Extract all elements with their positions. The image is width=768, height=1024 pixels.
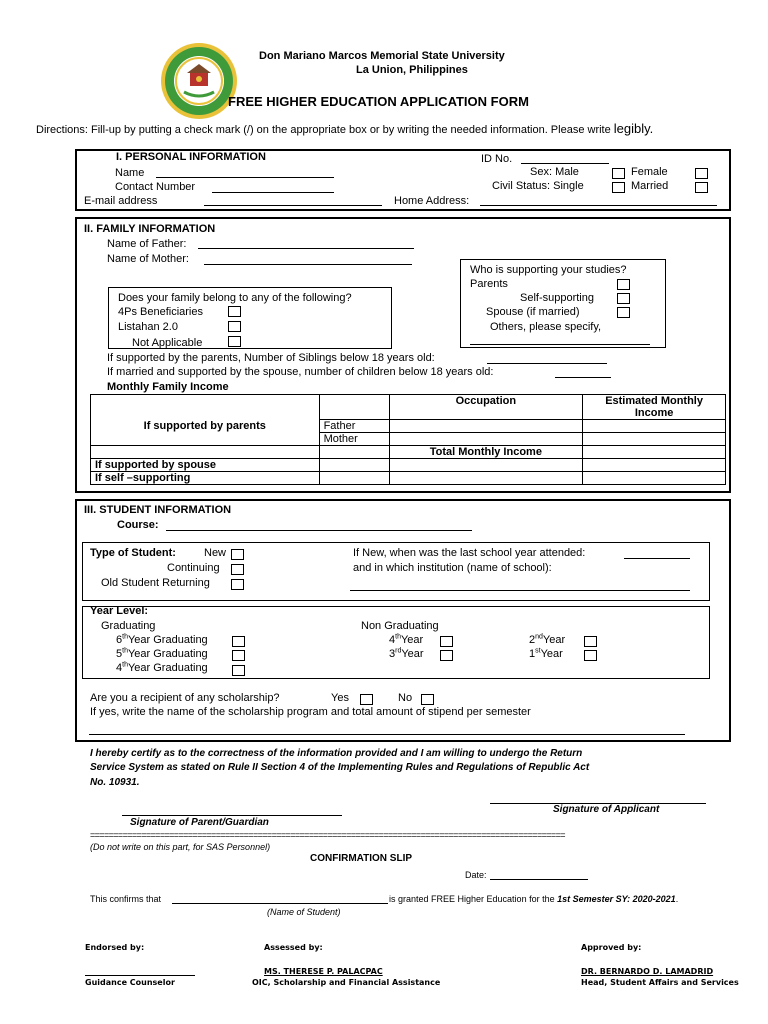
email-field[interactable]: [204, 205, 382, 206]
type-label: Type of Student:: [90, 547, 176, 559]
occupation-header: Occupation: [389, 395, 583, 420]
self-occupation[interactable]: [389, 472, 583, 485]
separator-line: ======================================================================================================: [90, 830, 565, 840]
continuing-checkbox[interactable]: [231, 564, 244, 575]
name-field[interactable]: [156, 177, 334, 178]
approved-label: Approved by:: [581, 943, 642, 952]
n3-sup: rd: [395, 647, 402, 655]
home-address-field[interactable]: [480, 205, 717, 206]
self-supporting-label: If self –supporting: [91, 472, 320, 485]
yes-checkbox[interactable]: [360, 694, 373, 705]
support-self-label: Self-supporting: [520, 292, 594, 304]
university-name: Don Mariano Marcos Memorial State University: [259, 50, 505, 62]
scholarship-detail-label: If yes, write the name of the scholarship program and total amount of stipend per semester: [90, 706, 531, 718]
new-label: New: [204, 547, 227, 559]
n2-label: [529, 634, 565, 646]
n2-checkbox[interactable]: [584, 636, 597, 647]
g5-text: Year Graduating: [127, 648, 208, 660]
self-income[interactable]: [583, 472, 726, 485]
old-student-checkbox[interactable]: [231, 579, 244, 590]
belong-4ps-label: 4Ps Beneficiaries: [118, 306, 203, 318]
id-field[interactable]: [521, 163, 609, 164]
g4-num: 4: [116, 662, 123, 674]
self-blank: [319, 472, 389, 485]
g5-num: 5: [116, 648, 123, 660]
g6-text: Year Graduating: [127, 634, 208, 646]
scholarship-question: Are you a recipient of any scholarship?: [90, 692, 280, 704]
total-income-value[interactable]: [583, 446, 726, 459]
g6-checkbox[interactable]: [232, 636, 245, 647]
student-heading: III. STUDENT INFORMATION: [84, 504, 232, 516]
female-label: Female: [631, 166, 668, 178]
female-checkbox[interactable]: [695, 168, 708, 179]
no-label: No: [398, 692, 413, 704]
income-blank2: [319, 395, 389, 420]
institution-field[interactable]: [350, 590, 690, 591]
course-label: Course:: [117, 519, 159, 531]
g4-checkbox[interactable]: [232, 665, 245, 676]
mother-occupation[interactable]: [389, 433, 583, 446]
date-field[interactable]: [490, 879, 588, 880]
sex-label: Sex: Male: [530, 166, 579, 178]
graduating-label: Graduating: [101, 620, 156, 632]
endorsed-signature-line[interactable]: [85, 975, 195, 976]
continuing-label: Continuing: [167, 562, 220, 574]
g5-sup: th: [122, 647, 128, 655]
old-student-label: Old Student Returning: [101, 577, 210, 589]
n1-sup: st: [535, 647, 541, 655]
by-spouse-label: If supported by spouse: [91, 459, 320, 472]
belong-na-label: Not Applicable: [132, 337, 203, 349]
support-others-label: Others, please specify,: [490, 321, 602, 333]
n4-sup: th: [395, 633, 401, 641]
university-seal: [160, 42, 238, 120]
assessed-title: OIC, Scholarship and Financial Assistance: [252, 978, 441, 987]
estimated-header-1: Estimated Monthly: [605, 395, 703, 407]
mother-row-label: Mother: [319, 433, 389, 446]
n1-text: Year: [540, 648, 563, 660]
n4-num: 4: [389, 634, 396, 646]
confirmation-title: CONFIRMATION SLIP: [310, 853, 413, 864]
support-question: Who is supporting your studies?: [470, 264, 627, 276]
support-spouse-checkbox[interactable]: [617, 307, 630, 318]
institution-label: and in which institution (name of school):: [353, 562, 552, 574]
endorsed-label: Endorsed by:: [85, 943, 145, 952]
spouse-blank: [319, 459, 389, 472]
n1-checkbox[interactable]: [584, 650, 597, 661]
male-checkbox[interactable]: [612, 168, 625, 179]
children-label: If married and supported by the spouse, number of children below 18 years old:: [107, 366, 494, 378]
n2-sup: nd: [535, 633, 543, 641]
date-label: Date:: [465, 870, 487, 880]
assessed-label: Assessed by:: [264, 943, 323, 952]
university-location: La Union, Philippines: [356, 64, 468, 76]
directions-legibly: legibly.: [613, 121, 654, 136]
belong-listahan-label: Listahan 2.0: [118, 321, 178, 333]
n4-label: [389, 634, 423, 646]
id-label: ID No.: [481, 153, 513, 165]
certification-line-3: No. 10931.: [90, 777, 140, 788]
contact-field[interactable]: [212, 192, 334, 193]
last-year-label: If New, when was the last school year attended:: [353, 547, 586, 559]
new-checkbox[interactable]: [231, 549, 244, 560]
belong-question: Does your family belong to any of the following?: [118, 292, 352, 304]
n3-num: 3: [389, 648, 396, 660]
father-income[interactable]: [583, 420, 726, 433]
mother-label: Name of Mother:: [107, 253, 189, 265]
total-blank2: [319, 446, 389, 459]
approved-title: Head, Student Affairs and Services: [581, 978, 739, 987]
mother-field[interactable]: [204, 264, 412, 265]
total-blank: [91, 446, 320, 459]
n4-text: Year: [400, 634, 424, 646]
g6-label: [116, 634, 208, 646]
certification-line-1: I hereby certify as to the correctness of the information provided and I am willing to undergo the Return: [90, 748, 583, 759]
siblings-field[interactable]: [487, 363, 607, 364]
father-occupation[interactable]: [389, 420, 583, 433]
spouse-occupation[interactable]: [389, 459, 583, 472]
parent-signature-line[interactable]: [122, 815, 342, 816]
n1-label: [529, 648, 563, 660]
endorsed-title: Guidance Counselor: [85, 978, 175, 987]
contact-label: Contact Number: [115, 181, 196, 193]
estimated-header-2: Income: [634, 407, 674, 419]
home-address-label: Home Address:: [394, 195, 470, 207]
n3-checkbox[interactable]: [440, 650, 453, 661]
year-level-label: Year Level:: [90, 605, 149, 617]
g6-sup: th: [122, 633, 128, 641]
income-blank: [91, 395, 320, 420]
certification-line-2: Service System as stated on Rule II Section 4 of the Implementing Rules and Regulations of Republic Act: [90, 762, 590, 773]
confirms-period: .: [675, 894, 679, 904]
applicant-signature-label: Signature of Applicant: [553, 804, 660, 815]
spouse-income[interactable]: [583, 459, 726, 472]
mother-income[interactable]: [583, 433, 726, 446]
belong-listahan-checkbox[interactable]: [228, 321, 241, 332]
sas-note: (Do not write on this part, for SAS Personnel): [90, 842, 271, 852]
n2-num: 2: [529, 634, 536, 646]
confirms-start: This confirms that: [90, 894, 162, 904]
personal-heading: I. PERSONAL INFORMATION: [116, 151, 266, 163]
support-parents-label: Parents: [470, 278, 508, 290]
confirms-mid: [389, 894, 678, 904]
last-year-field[interactable]: [624, 558, 690, 559]
g5-checkbox[interactable]: [232, 650, 245, 661]
children-field[interactable]: [555, 377, 611, 378]
scholarship-detail-field[interactable]: [89, 734, 685, 735]
father-row-label: Father: [319, 420, 389, 433]
confirms-mid-text: is granted FREE Higher Education for the: [389, 894, 555, 904]
single-checkbox[interactable]: [612, 182, 625, 193]
parent-signature-label: Signature of Parent/Guardian: [130, 817, 269, 828]
father-label: Name of Father:: [107, 238, 187, 250]
by-parents-label: If supported by parents: [91, 420, 320, 446]
support-others-field[interactable]: [470, 344, 650, 345]
yes-label: Yes: [331, 692, 349, 704]
student-name-field[interactable]: [172, 903, 388, 904]
g5-label: [116, 648, 208, 660]
g4-sup: th: [122, 661, 128, 669]
n3-label: [389, 648, 424, 660]
family-heading: II. FAMILY INFORMATION: [84, 223, 216, 235]
g6-num: 6: [116, 634, 123, 646]
no-checkbox[interactable]: [421, 694, 434, 705]
directions: [36, 121, 653, 136]
semester-text: 1st Semester SY: 2020-2021: [557, 894, 676, 904]
father-field[interactable]: [198, 248, 414, 249]
course-field[interactable]: [166, 530, 472, 531]
name-label: Name: [115, 167, 145, 179]
directions-text: Directions: Fill-up by putting a check mark (/) on the appropriate box or by writing the needed information. Please write: [36, 124, 611, 136]
support-spouse-label: Spouse (if married): [486, 306, 580, 318]
belong-4ps-checkbox[interactable]: [228, 306, 241, 317]
name-of-student-label: (Name of Student): [267, 907, 341, 917]
income-table: [90, 394, 726, 485]
n1-num: 1: [529, 648, 536, 660]
total-income-label: Total Monthly Income: [389, 446, 583, 459]
monthly-income-heading: Monthly Family Income: [107, 381, 229, 393]
belong-na-checkbox[interactable]: [228, 336, 241, 347]
support-self-checkbox[interactable]: [617, 293, 630, 304]
n2-text: Year: [542, 634, 566, 646]
married-checkbox[interactable]: [695, 182, 708, 193]
assessed-name: MS. THERESE P. PALACPAC: [264, 967, 383, 976]
n3-text: Year: [401, 648, 424, 660]
form-title: FREE HIGHER EDUCATION APPLICATION FORM: [228, 94, 529, 109]
approved-name: DR. BERNARDO D. LAMADRID: [581, 967, 714, 976]
email-label: E-mail address: [84, 195, 158, 207]
g4-label: [116, 662, 208, 674]
siblings-label: If supported by the parents, Number of Siblings below 18 years old:: [107, 352, 435, 364]
married-label: Married: [631, 180, 669, 192]
non-graduating-label: Non Graduating: [361, 620, 439, 632]
estimated-header: [583, 395, 726, 420]
n4-checkbox[interactable]: [440, 636, 453, 647]
support-parents-checkbox[interactable]: [617, 279, 630, 290]
g4-text: Year Graduating: [127, 662, 208, 674]
civil-status-label: Civil Status: Single: [492, 180, 584, 192]
